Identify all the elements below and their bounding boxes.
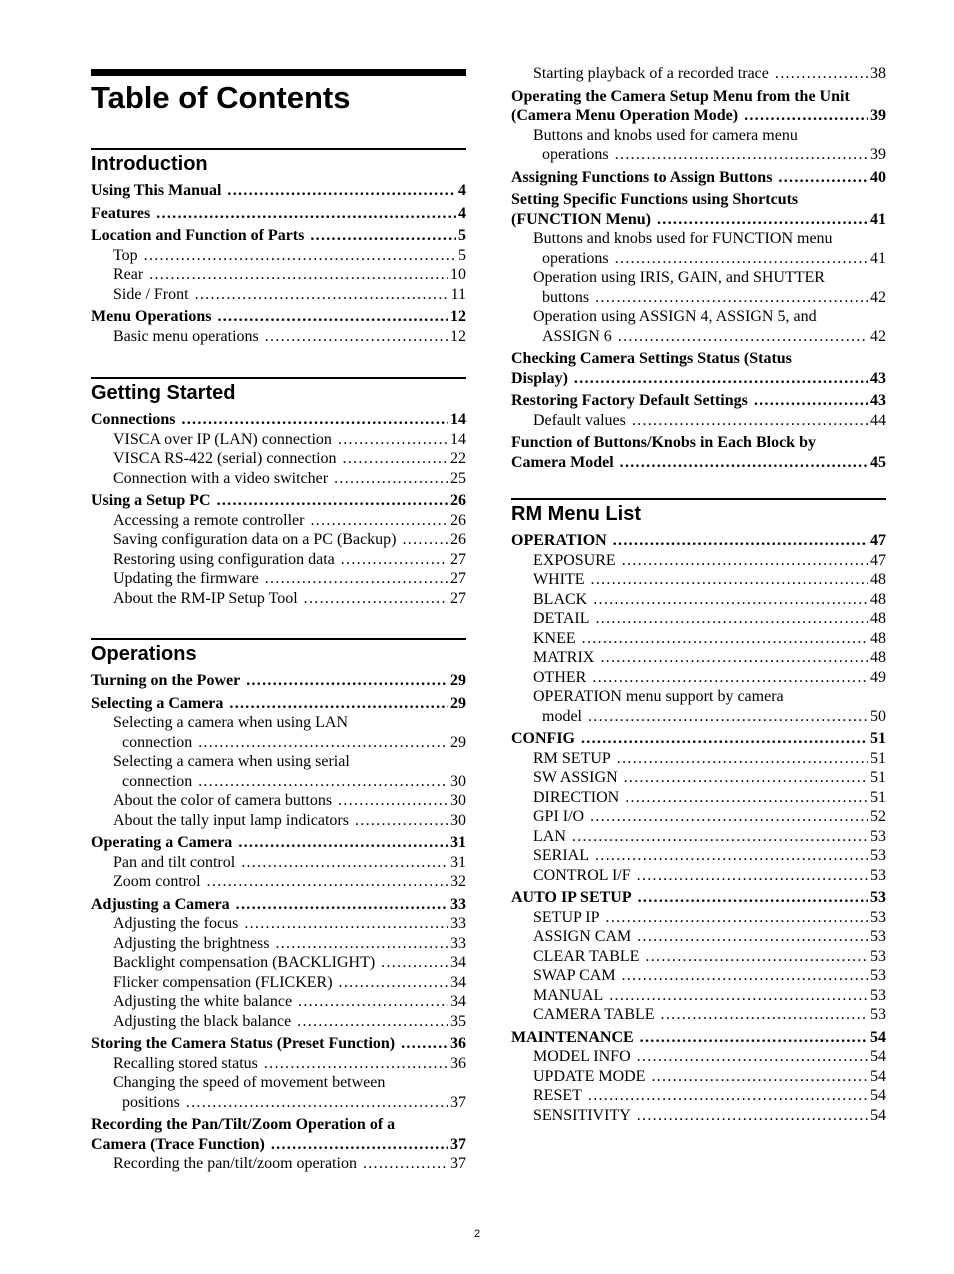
toc-subentry[interactable]: Saving configuration data on a PC (Backup) ..... 26: [91, 530, 466, 550]
title-rule: [91, 69, 466, 76]
section-rule: [511, 498, 886, 500]
toc-subentry[interactable]: RM SETUP ..... 51: [511, 749, 886, 769]
toc-subentry[interactable]: CLEAR TABLE ..... 53: [511, 947, 886, 967]
toc-subentry[interactable]: Basic menu operations ..... 12: [91, 327, 466, 347]
toc-subentry-line[interactable]: Selecting a camera when using LAN: [113, 714, 349, 731]
toc-subentry[interactable]: Recalling stored status ..... 36: [91, 1054, 466, 1074]
toc-subentry[interactable]: Side / Front ..... 11: [91, 285, 466, 305]
toc-subentry[interactable]: Adjusting the black balance ..... 35: [91, 1012, 466, 1032]
toc-subentry[interactable]: BLACK ..... 48: [511, 590, 886, 610]
toc-subentry[interactable]: Connection with a video switcher ..... 25: [91, 469, 466, 489]
toc-entry[interactable]: Features ..... 4: [91, 204, 466, 224]
toc-subentry[interactable]: Top ..... 5: [91, 246, 466, 266]
toc-subentry[interactable]: SW ASSIGN ..... 51: [511, 768, 886, 788]
section-operations-continued: [511, 64, 886, 472]
toc-subentry[interactable]: Zoom control ..... 32: [91, 872, 466, 892]
toc-entry-line[interactable]: Setting Specific Functions using Shortcuts: [511, 191, 799, 208]
toc-subentry[interactable]: OTHER ..... 49: [511, 668, 886, 688]
toc-subentry[interactable]: MODEL INFO ..... 54: [511, 1047, 886, 1067]
toc-entry[interactable]: Connections ..... 14: [91, 410, 466, 430]
page-title: Table of Contents: [91, 80, 351, 115]
toc-subentry[interactable]: SWAP CAM ..... 53: [511, 966, 886, 986]
toc-subentry[interactable]: VISCA over IP (LAN) connection ..... 14: [91, 430, 466, 450]
toc-entry[interactable]: Menu Operations ..... 12: [91, 307, 466, 327]
toc-entry[interactable]: (Camera Menu Operation Mode) ..... 39: [511, 106, 886, 126]
toc-entry[interactable]: (FUNCTION Menu) ..... 41: [511, 210, 886, 230]
toc-entry-line[interactable]: Checking Camera Settings Status (Status: [511, 350, 792, 367]
toc-entry[interactable]: Using a Setup PC ..... 26: [91, 491, 466, 511]
toc-entry[interactable]: Camera (Trace Function) ..... 37: [91, 1135, 466, 1155]
toc-subentry[interactable]: GPI I/O ..... 52: [511, 807, 886, 827]
page-number: 2: [473, 1228, 481, 1240]
toc-entry[interactable]: Using This Manual ..... 4: [91, 181, 466, 201]
toc-subentry[interactable]: ASSIGN CAM ..... 53: [511, 927, 886, 947]
toc-entry[interactable]: Assigning Functions to Assign Buttons ..... 40: [511, 168, 886, 188]
toc-subentry[interactable]: Updating the firmware ..... 27: [91, 569, 466, 589]
toc-entry[interactable]: Turning on the Power ..... 29: [91, 671, 466, 691]
toc-subentry[interactable]: LAN ..... 53: [511, 827, 886, 847]
toc-entry[interactable]: Display) ..... 43: [511, 369, 886, 389]
toc-subentry[interactable]: Flicker compensation (FLICKER) ..... 34: [91, 973, 466, 993]
toc-entry[interactable]: Restoring Factory Default Settings ..... 43: [511, 391, 886, 411]
section-title-introduction: Introduction: [91, 153, 208, 175]
toc-subentry[interactable]: SETUP IP ..... 53: [511, 908, 886, 928]
toc-subentry[interactable]: EXPOSURE ..... 47: [511, 551, 886, 571]
toc-subentry-line[interactable]: Selecting a camera when using serial: [113, 753, 350, 770]
toc-subentry[interactable]: positions ..... 37: [91, 1093, 466, 1113]
toc-subentry[interactable]: operations ..... 39: [511, 145, 886, 165]
toc-subentry[interactable]: WHITE ..... 48: [511, 570, 886, 590]
toc-subentry[interactable]: DIRECTION ..... 51: [511, 788, 886, 808]
toc-entry-line[interactable]: Recording the Pan/Tilt/Zoom Operation of a: [91, 1116, 396, 1133]
toc-subentry[interactable]: KNEE ..... 48: [511, 629, 886, 649]
toc-subentry[interactable]: MATRIX ..... 48: [511, 648, 886, 668]
toc-entry[interactable]: AUTO IP SETUP ..... 53: [511, 888, 886, 908]
toc-subentry[interactable]: RESET ..... 54: [511, 1086, 886, 1106]
toc-entry-line[interactable]: Operating the Camera Setup Menu from the Unit: [511, 87, 850, 105]
toc-subentry[interactable]: About the tally input lamp indicators ..... 30: [91, 811, 466, 831]
toc-subentry[interactable]: Backlight compensation (BACKLIGHT) ..... 34: [91, 953, 466, 973]
toc-entry-line[interactable]: Function of Buttons/Knobs in Each Block by: [511, 434, 816, 451]
section-introduction: [91, 148, 466, 346]
toc-subentry[interactable]: Starting playback of a recorded trace ..... 38: [511, 64, 886, 84]
toc-subentry[interactable]: About the RM-IP Setup Tool ..... 27: [91, 589, 466, 609]
section-rm-menu-list: [511, 498, 886, 1125]
toc-subentry[interactable]: CAMERA TABLE ..... 53: [511, 1005, 886, 1025]
section-title-operations: Operations: [91, 643, 197, 665]
toc-subentry[interactable]: Adjusting the brightness ..... 33: [91, 934, 466, 954]
toc-entry[interactable]: Location and Function of Parts ..... 5: [91, 226, 466, 246]
toc-subentry[interactable]: SERIAL ..... 53: [511, 846, 886, 866]
toc-entry[interactable]: Selecting a Camera ..... 29: [91, 694, 466, 714]
toc-subentry[interactable]: connection ..... 29: [91, 733, 466, 753]
toc-subentry[interactable]: UPDATE MODE ..... 54: [511, 1067, 886, 1087]
toc-entry[interactable]: Adjusting a Camera ..... 33: [91, 895, 466, 915]
toc-entry[interactable]: CONFIG ..... 51: [511, 729, 886, 749]
section-rule: [91, 638, 466, 640]
toc-subentry[interactable]: Pan and tilt control ..... 31: [91, 853, 466, 873]
section-rule: [91, 377, 466, 379]
toc-subentry[interactable]: Adjusting the white balance ..... 34: [91, 992, 466, 1012]
toc-subentry[interactable]: connection ..... 30: [91, 772, 466, 792]
toc-subentry[interactable]: ASSIGN 6 ..... 42: [511, 327, 886, 347]
toc-subentry[interactable]: Accessing a remote controller ..... 26: [91, 511, 466, 531]
toc-entry[interactable]: Storing the Camera Status (Preset Function) ..... 36: [91, 1034, 466, 1054]
toc-subentry[interactable]: model ..... 50: [511, 707, 886, 727]
toc-subentry-line[interactable]: OPERATION menu support by camera: [533, 688, 784, 705]
toc-subentry-line[interactable]: Buttons and knobs used for FUNCTION menu: [533, 230, 833, 247]
section-title-rm-menu-list: RM Menu List: [511, 503, 641, 525]
toc-subentry[interactable]: About the color of camera buttons ..... 30: [91, 791, 466, 811]
section-getting-started: [91, 377, 466, 608]
toc-subentry[interactable]: Adjusting the focus ..... 33: [91, 914, 466, 934]
toc-subentry-line[interactable]: Operation using IRIS, GAIN, and SHUTTER: [533, 269, 825, 286]
toc-subentry[interactable]: SENSITIVITY ..... 54: [511, 1106, 886, 1126]
toc-subentry[interactable]: Default values ..... 44: [511, 411, 886, 431]
toc-subentry[interactable]: Recording the pan/tilt/zoom operation ..... 37: [91, 1154, 466, 1174]
section-operations: [91, 638, 466, 1174]
toc-subentry-line[interactable]: Changing the speed of movement between: [113, 1074, 386, 1091]
toc-entry[interactable]: OPERATION ..... 47: [511, 531, 886, 551]
toc-entry[interactable]: Operating a Camera ..... 31: [91, 833, 466, 853]
section-rule: [91, 148, 466, 150]
toc-subentry[interactable]: DETAIL ..... 48: [511, 609, 886, 629]
toc-subentry-line[interactable]: Buttons and knobs used for camera menu: [533, 126, 798, 144]
toc-subentry[interactable]: CONTROL I/F ..... 53: [511, 866, 886, 886]
toc-subentry[interactable]: Rear ..... 10: [91, 265, 466, 285]
toc-subentry[interactable]: MANUAL ..... 53: [511, 986, 886, 1006]
section-title-getting-started: Getting Started: [91, 382, 236, 404]
toc-subentry[interactable]: VISCA RS-422 (serial) connection ..... 22: [91, 449, 466, 469]
toc-subentry[interactable]: buttons ..... 42: [511, 288, 886, 308]
toc-entry[interactable]: MAINTENANCE ..... 54: [511, 1028, 886, 1048]
toc-subentry[interactable]: Restoring using configuration data ..... 27: [91, 550, 466, 570]
toc-entry[interactable]: Camera Model ..... 45: [511, 453, 886, 473]
toc-subentry[interactable]: operations ..... 41: [511, 249, 886, 269]
toc-subentry-line[interactable]: Operation using ASSIGN 4, ASSIGN 5, and: [533, 308, 817, 325]
